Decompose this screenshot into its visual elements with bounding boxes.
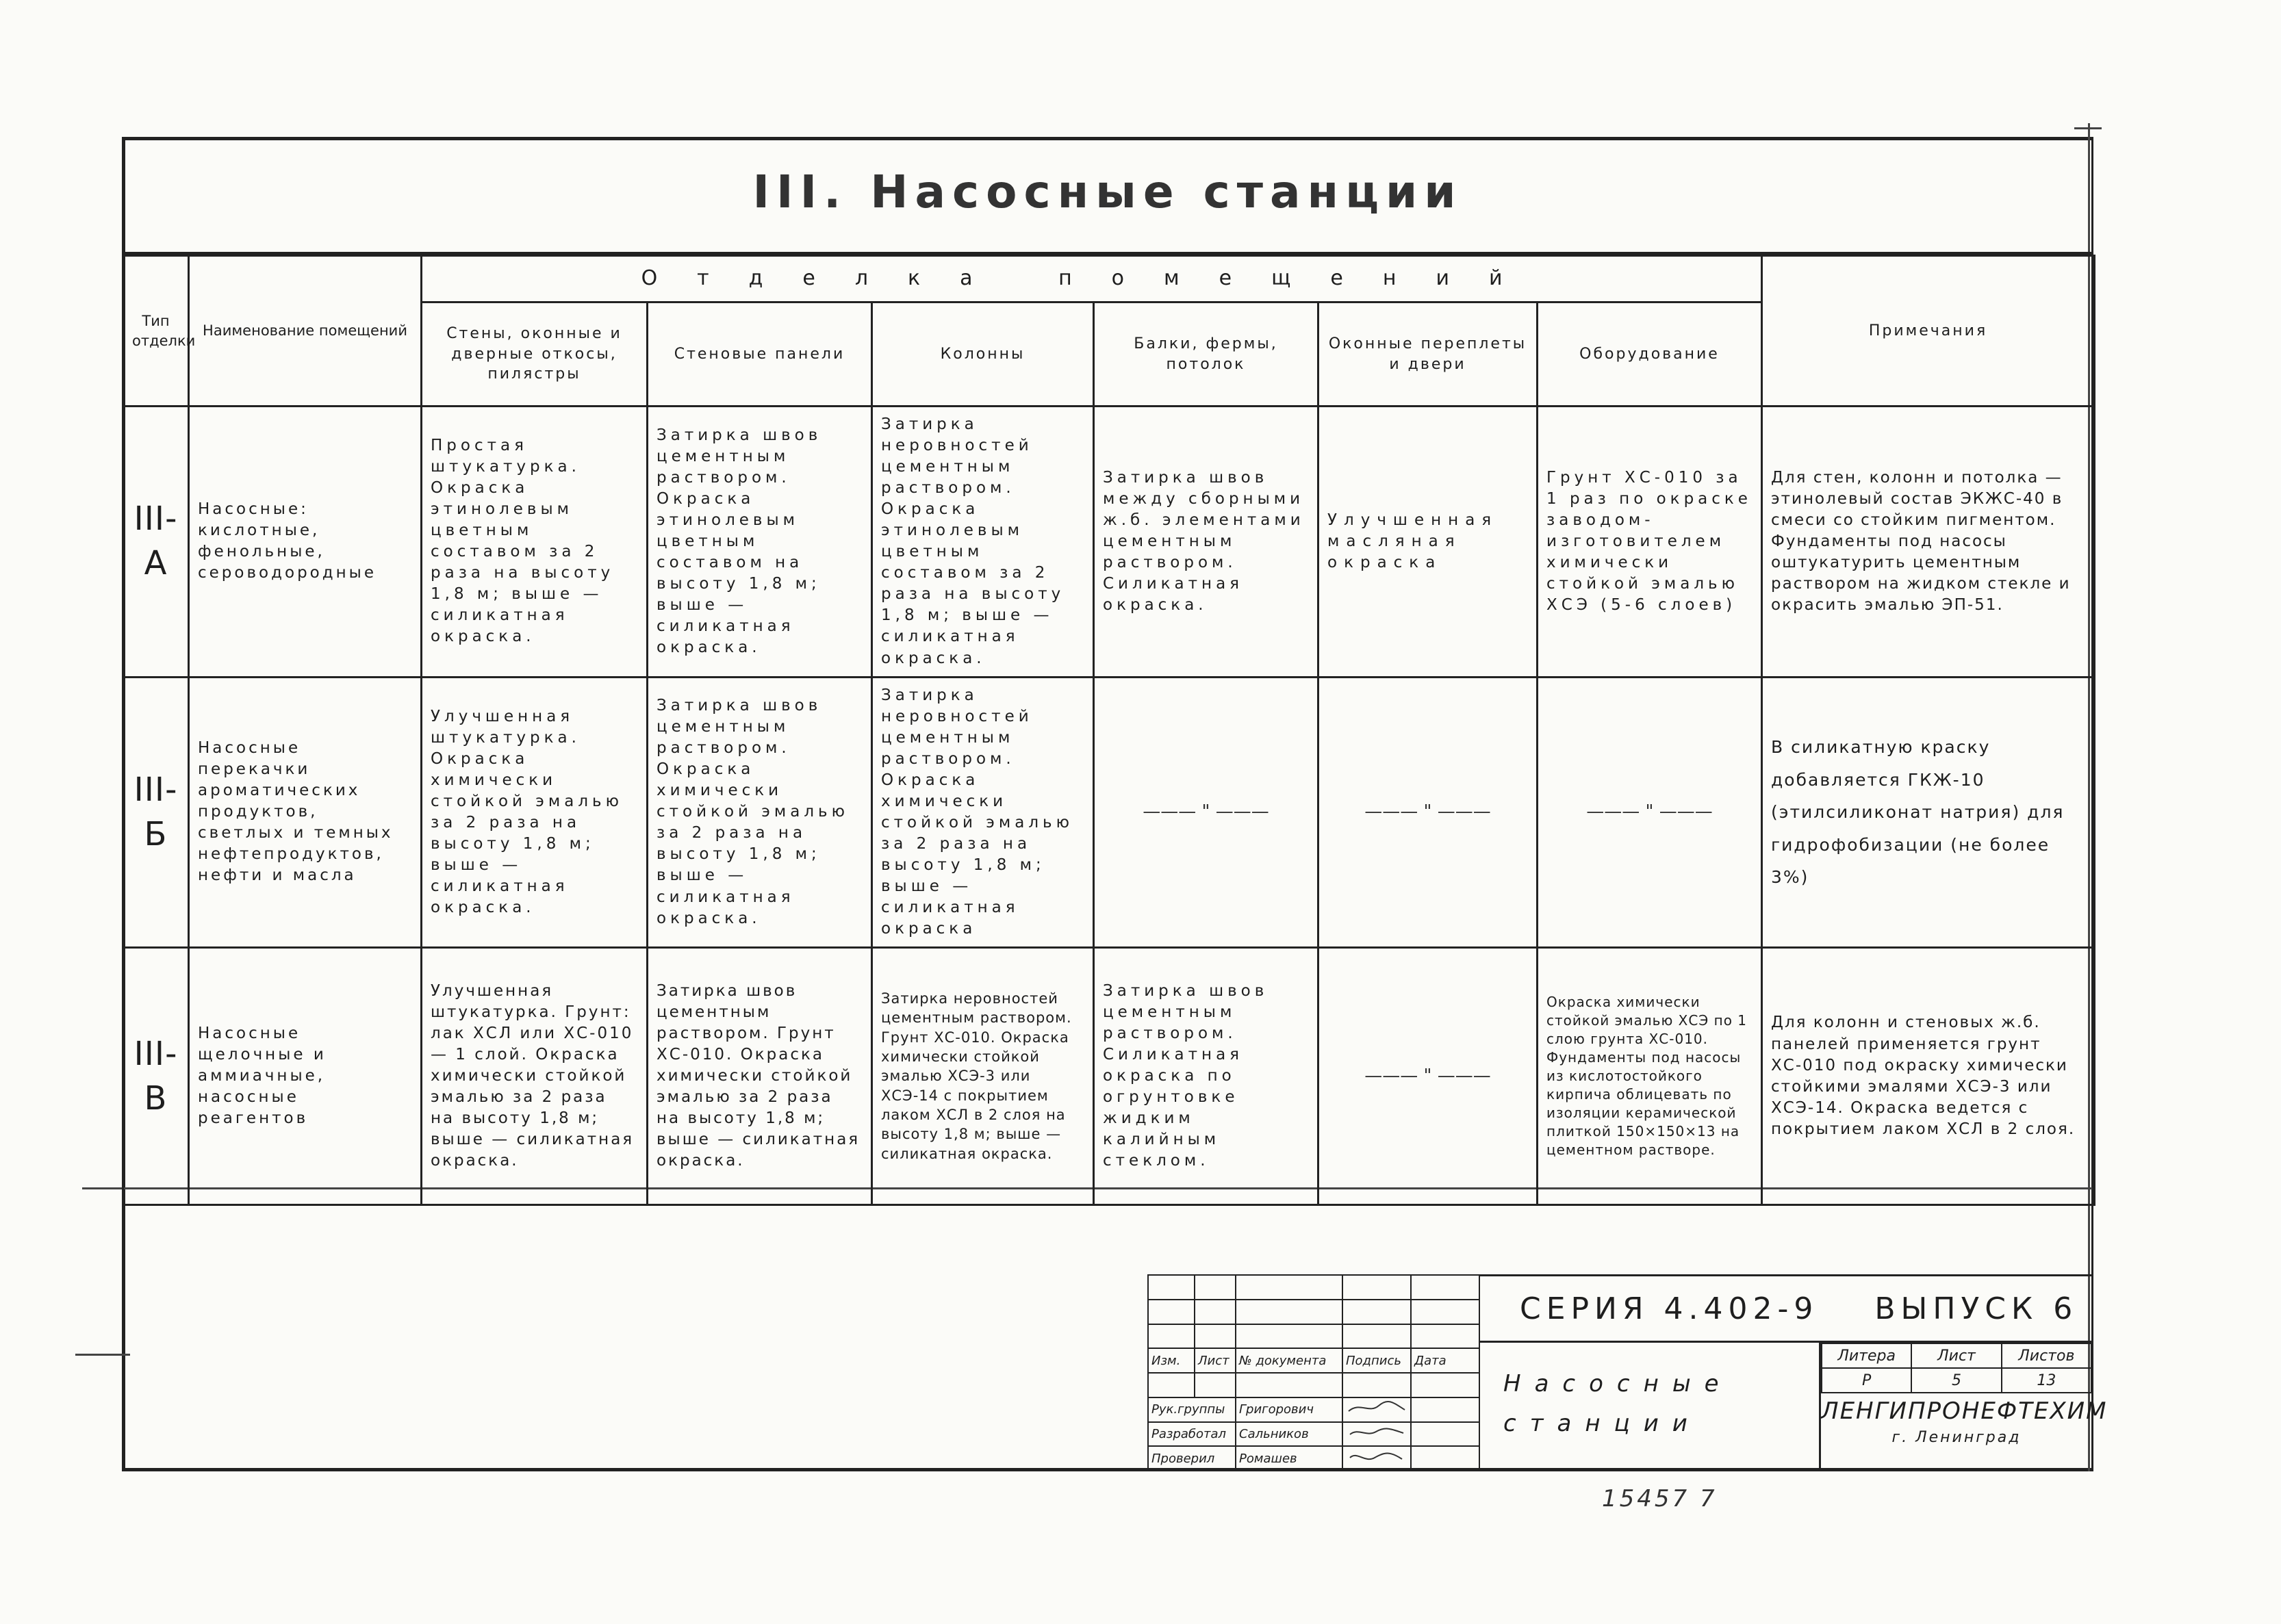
sheet-label: Лист [1911,1343,2001,1368]
signer-row [1148,1422,1479,1447]
header-windows: Оконные переплеты и двери [1318,302,1538,407]
header-columns: Колонны [872,302,1094,407]
revision-header: Изм. [1148,1348,1195,1373]
organization-city: г. Ленинград [1891,1429,2022,1446]
signature-mark [1342,1397,1411,1422]
revision-header-row [1148,1348,1479,1373]
row-windows-ditto: ——— " ——— [1318,948,1538,1205]
revision-header: Дата [1411,1348,1479,1373]
litera-label: Литера [1822,1343,1911,1368]
row-panels: Затирка швов цементным раствором. Окраска этинолевым цветным составом на высоту 1,8 м; выше — силикатная окраска. [648,407,872,678]
table-row [123,948,2095,1205]
header-panels: Стеновые панели [648,302,872,407]
header-type: Тип отделки [123,256,189,407]
header-walls: Стены, оконные и дверные откосы, пилястры [422,302,648,407]
finishing-spec-table [122,255,2095,1206]
issue-label: ВЫПУСК 6 [1874,1291,2078,1326]
revision-row [1148,1300,1479,1324]
row-windows: Улучшенная масляная окраска [1318,407,1538,678]
signer-row [1148,1397,1479,1422]
row-room-name: Насосные щелочные и аммиачные, насосные реагентов [189,948,422,1205]
frame-edge-tick [2074,127,2102,129]
header-room-name: Наименование помещений [189,256,422,407]
sheets-label: Листов [2002,1343,2091,1368]
row-panels: Затирка швов цементным раствором. Грунт ХС-010. Окраска химически стойкой эмалью за 2 раза на высоту 1,8 м; выше — силикатная окраска. [648,948,872,1205]
organization-block [1821,1389,2108,1471]
row-notes: Для стен, колонн и потолка — этинолевый состав ЭКЖС-40 в смеси со стойким пигментом. Фундаменты под насосы оштукатурить цементным раствором на жидком стекле и окрасить эмалью ЭП-51. [1762,407,2095,678]
sheet-value: 5 [1911,1368,2001,1393]
row-equipment-ditto: ——— " ——— [1538,677,1762,948]
title-band [122,137,2093,255]
row-columns: Затирка неровностей цементным раствором. Окраска этинолевым цветным составом за 2 раза на высоту 1,8 м; выше — силикатная окраска. [872,407,1094,678]
row-columns: Затирка неровностей цементным раствором. Окраска химически стойкой эмалью за 2 раза на высоту 1,8 м; выше — силикатная окраска [872,677,1094,948]
signer-role: Рук.группы [1148,1397,1236,1422]
title-block-stamp [1147,1274,2108,1471]
row-type: III-Б [123,677,189,948]
row-notes: Для колонн и стеновых ж.б. панелей применяется грунт ХС-010 под окраску химически стойкими эмалями ХСЭ-3 или ХСЭ-14. Окраска ведется с покрытием лаком ХСЛ в 2 слоя. [1762,948,2095,1205]
row-equipment: Грунт ХС-010 за 1 раз по окраске заводом-изготовителем химически стойкой эмалью ХСЭ (5-6 слоев) [1538,407,1762,678]
frame-edge-tick [75,1354,130,1356]
header-beams: Балки, фермы, потолок [1094,302,1318,407]
row-beams-ditto: ——— " ——— [1094,677,1318,948]
header-equipment: Оборудование [1538,302,1762,407]
signature-mark [1342,1446,1411,1471]
signature-mark [1342,1422,1411,1447]
row-walls: Простая штукатурка. Окраска этинолевым цветным составом за 2 раза на высоту 1,8 м; выше — силикатная окраска. [422,407,648,678]
row-walls: Улучшенная штукатурка. Окраска химически стойкой эмалью за 2 раза на высоту 1,8 м; выше — силикатная окраска. [422,677,648,948]
revision-row [1148,1373,1479,1397]
litera-value: Р [1822,1368,1911,1393]
inventory-number: 15457 7 [1602,1485,1718,1512]
revision-header: № документа [1236,1348,1342,1373]
organization-name: ЛЕНГИПРОНЕФТЕХИМ [1821,1397,2108,1425]
series-line [1479,1274,2092,1343]
table-row [123,407,2095,678]
signer-name: Ромашев [1236,1446,1342,1471]
header-row-group [123,256,2095,302]
row-type: III-В [123,948,189,1205]
revision-row [1148,1275,1479,1300]
row-type: III-А [123,407,189,678]
row-columns: Затирка неровностей цементным раствором. Грунт ХС-010. Окраска химически стойкой эмалью ХСЭ-3 или ХСЭ-14 с покрытием лаком ХСЛ в 2 слоя на высоту 1,8 м; выше — силикатная окраска. [872,948,1094,1205]
series-label: СЕРИЯ 4.402-9 [1520,1291,1819,1326]
document-title: III. Насосные станции [752,166,1463,218]
revision-row [1148,1324,1479,1349]
signer-role: Разработал [1148,1422,1236,1447]
signer-name: Сальников [1236,1422,1342,1447]
row-beams: Затирка швов между сборными ж.б. элементами цементным раствором. Силикатная окраска. [1094,407,1318,678]
sheet-info-table [1821,1343,2092,1393]
revision-header: Подпись [1342,1348,1411,1373]
row-equipment: Окраска химически стойкой эмалью ХСЭ по 1 слою грунта ХС-010. Фундаменты под насосы из кислотостойкого кирпича облицевать по изоляции керамической плиткой 150×150×13 на цементном растворе. [1538,948,1762,1205]
revision-grid [1147,1274,1480,1471]
signer-name: Григорович [1236,1397,1342,1422]
sheets-value: 13 [2002,1368,2091,1393]
signer-row [1148,1446,1479,1471]
row-walls: Улучшенная штукатурка. Грунт: лак ХСЛ или ХС-010 — 1 слой. Окраска химически стойкой эмалью за 2 раза на высоту 1,8 м; выше — силикатная окраска. [422,948,648,1205]
table-row [123,677,2095,948]
object-name: Насосные станции [1479,1343,1821,1471]
signer-role: Проверил [1148,1446,1236,1471]
row-room-name: Насосные перекачки ароматических продуктов, светлых и темных нефтепродуктов, нефти и масла [189,677,422,948]
header-finishing-group: Отделка помещений [422,256,1762,302]
row-panels: Затирка швов цементным раствором. Окраска химически стойкой эмалью за 2 раза на высоту 1,8 м; выше — силикатная окраска. [648,677,872,948]
row-windows-ditto: ——— " ——— [1318,677,1538,948]
row-notes: В силикатную краску добавляется ГКЖ-10 (этилсиликонат натрия) для гидрофобизации (не более 3%) [1762,677,2095,948]
row-room-name: Насосные: кислотные, фенольные, сероводородные [189,407,422,678]
revision-header: Лист [1195,1348,1236,1373]
header-notes: Примечания [1762,256,2095,407]
row-beams: Затирка швов цементным раствором. Силикатная окраска по огрунтовке жидким калийным стеклом. [1094,948,1318,1205]
